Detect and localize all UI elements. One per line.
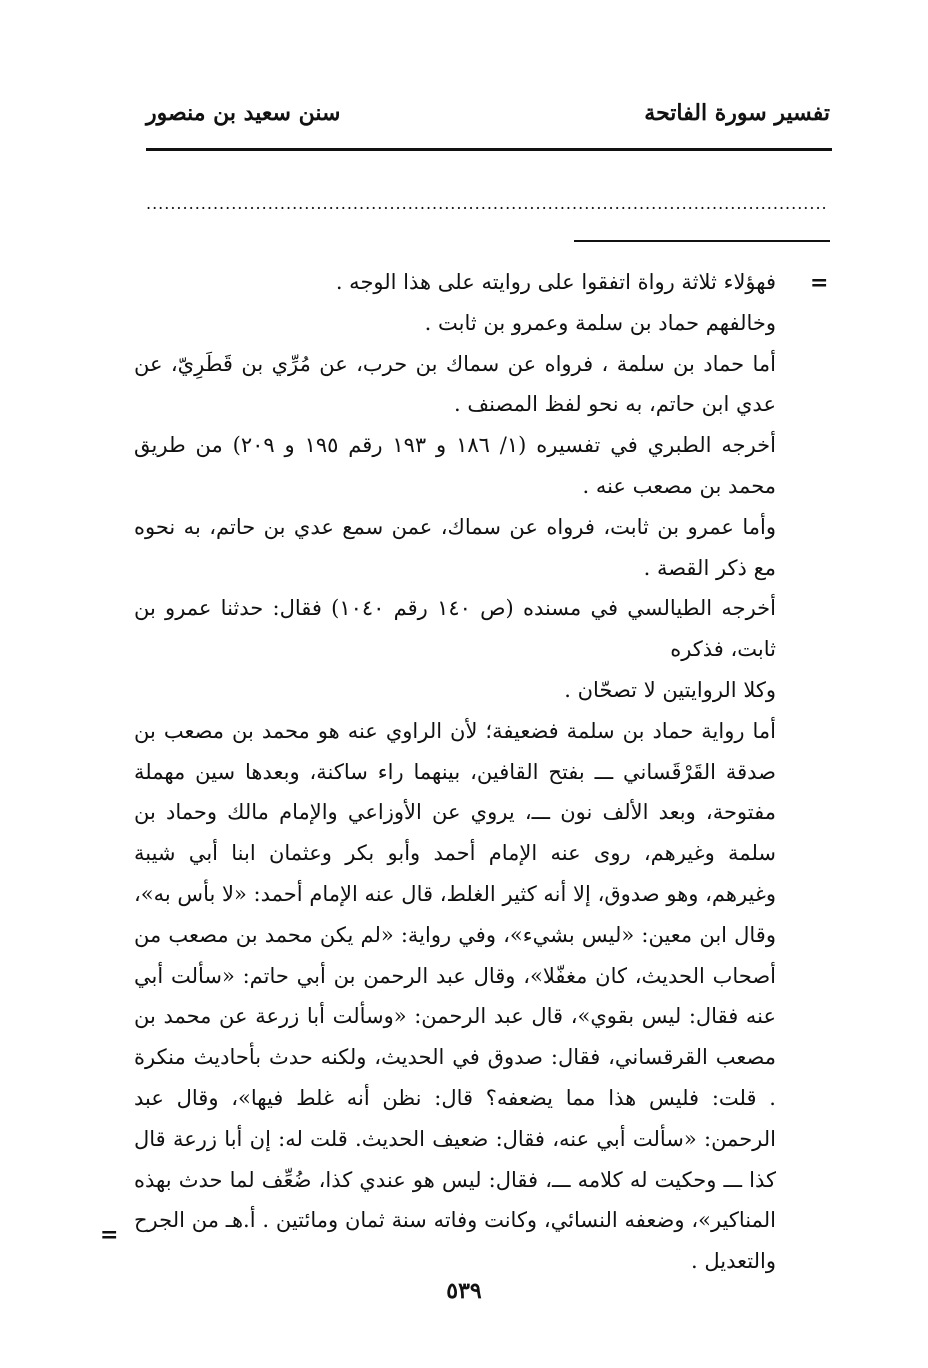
footnote-paragraph: أخرجه الطبري في تفسيره (١/ ١٨٦ و ١٩٣ رقم ١٩٥ و ٢٠٩) من طريق محمد بن مصعب عنه .: [134, 433, 776, 498]
footnote-paragraph: وخالفهم حماد بن سلمة وعمرو بن ثابت .: [424, 310, 776, 335]
footnote-paragraph: فهؤلاء ثلاثة رواة اتفقوا على روايته على هذا الوجه .: [335, 270, 776, 294]
footnote-paragraph: وكلا الروايتين لا تصحّان .: [564, 677, 776, 702]
footnote-body: [134, 262, 776, 1282]
book-title: سنن سعيد بن منصور: [146, 100, 341, 126]
end-continuation-mark: =: [100, 1222, 119, 1248]
dotted-separator: ................................................................................................................: [146, 194, 828, 213]
running-header: [146, 100, 830, 136]
header-rule: [146, 148, 832, 151]
footnote-paragraph: أما رواية حماد بن سلمة فضعيفة؛ لأن الراوي عنه هو محمد بن مصعب بن صدقة القَرْقَساني ـــ بفتح القافين، بينهما راء ساكنة، وبعدها سين مهملة مفتوحة، وبعد الألف نون ـــ، يروي عن الأوزاعي والإمام مالك وحماد بن سلمة وغيرهم، روى عنه الإمام أحمد وأبو بكر وعثمان ابنا أبي شيبة وغيرهم، وهو صدوق، إلا أنه كثير الغلط، قال عنه الإمام أحمد: «لا بأس به»، وقال ابن معين: «ليس بشيء»، وفي رواية: «لم يكن محمد بن مصعب من أصحاب الحديث، كان مغفّلا»، وقال عبد الرحمن بن أبي حاتم: «سألت أبي عنه فقال: ليس بقوي»، قال عبد الرحمن: «وسألت أبا زرعة عن محمد بن مصعب القرقساني، فقال: صدوق في الحديث، ولكنه حدث بأحاديث منكرة . قلت: فليس هذا مما يضعفه؟ قال: نظن أنه غلط فيها»، وقال عبد الرحمن: «سألت أبي عنه، فقال: ضعيف الحديث. قلت له: إن أبا زرعة قال كذا ـــ وحكيت له كلامه ـــ، فقال: ليس هو عندي كذا، ضُعِّف لما حدث بهذه المناكير»، وضعفه النسائي، وكانت وفاته سنة ثمان ومائتين . أ.هـ من الجرح والتعديل .: [134, 718, 776, 1274]
footnote-paragraph: وأما عمرو بن ثابت، فرواه عن سماك، عمن سمع عدي بن حاتم، به نحوه مع ذكر القصة .: [134, 514, 776, 580]
page-number: ٥٣٩: [446, 1278, 482, 1304]
footnote-paragraph: أما حماد بن سلمة ، فرواه عن سماك بن حرب، عن مُرِّي بن قَطَرِيّ، عن عدي ابن حاتم، به نحو لفظ المصنف .: [134, 351, 776, 417]
continuation-mark: =: [810, 270, 829, 296]
chapter-title: تفسير سورة الفاتحة: [644, 100, 830, 126]
footnote-rule: [574, 240, 830, 242]
footnote-paragraph: أخرجه الطيالسي في مسنده (ص ١٤٠ رقم ١٠٤٠) فقال: حدثنا عمرو بن ثابت، فذكره: [134, 596, 776, 662]
